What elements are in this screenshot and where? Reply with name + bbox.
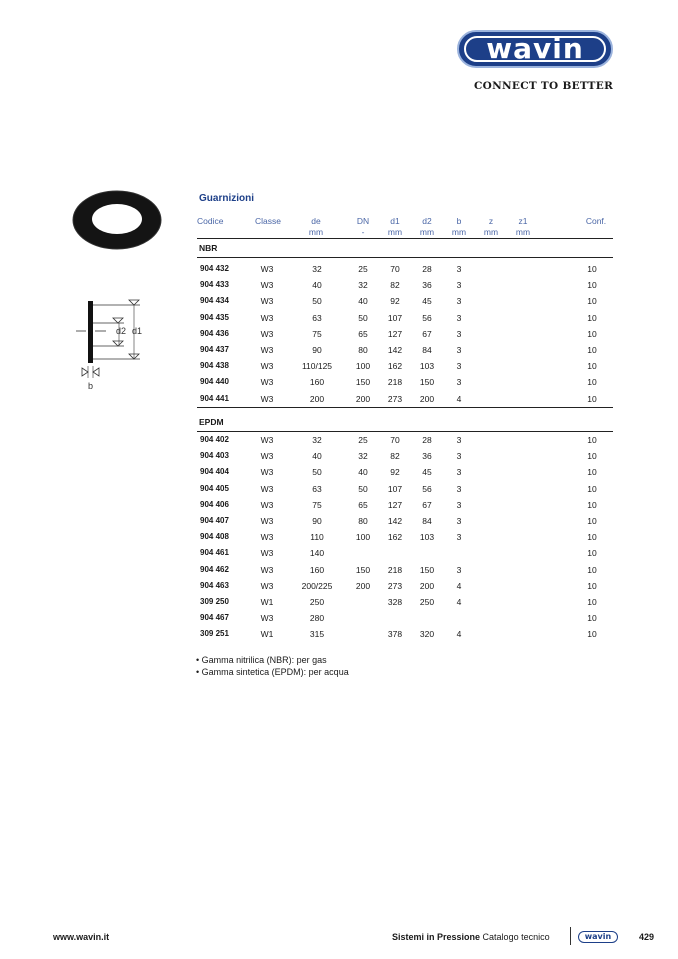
cell-classe: W3: [260, 435, 274, 445]
cell-dn: 32: [358, 451, 368, 462]
note-epdm: • Gamma sintetica (EPDM): per acqua: [196, 667, 349, 677]
col-header-d1: [381, 216, 409, 238]
col-header-z: [477, 216, 505, 238]
tagline: CONNECT TO BETTER: [474, 80, 614, 92]
col-header-conf: [578, 216, 614, 227]
col-header-codice: [197, 216, 233, 227]
cell-dn: 50: [358, 483, 368, 494]
cell-code: 309 250: [200, 597, 229, 606]
cell-dn: 40: [358, 296, 368, 307]
cell-dn: 65: [358, 499, 368, 510]
table-row: [197, 594, 613, 610]
cell-conf: 10: [587, 435, 597, 445]
cell-conf: 10: [587, 516, 597, 526]
cell-d2: 45: [422, 296, 432, 307]
cell-dn: 40: [358, 467, 368, 478]
cell-conf: 10: [587, 629, 597, 640]
cell-conf: 10: [587, 296, 597, 307]
cell-b: 3: [456, 451, 462, 462]
cell-classe: W3: [260, 516, 274, 526]
cell-d1: 70: [390, 435, 400, 445]
cell-d2: 103: [419, 532, 435, 543]
cell-de: 90: [312, 516, 322, 526]
cell-classe: W1: [260, 597, 274, 607]
cell-conf: 10: [587, 483, 597, 494]
cell-d2: 56: [422, 483, 432, 494]
cell-b: 3: [456, 264, 462, 274]
section-rule: [197, 407, 613, 408]
table-row: [197, 610, 613, 626]
cell-de: 90: [312, 345, 322, 355]
cell-conf: 10: [587, 393, 597, 404]
cell-classe: W3: [260, 280, 274, 291]
col-name: z: [488, 216, 494, 226]
cell-de: 32: [312, 435, 322, 445]
cell-d1: 218: [387, 564, 403, 575]
cell-d1: 127: [387, 499, 403, 510]
table-row: [197, 277, 613, 293]
cell-d1: 218: [387, 377, 403, 388]
gasket-ring-image: [72, 190, 162, 252]
cell-code: 904 405: [200, 483, 229, 493]
cell-de: 32: [312, 264, 322, 274]
col-header-de: [296, 216, 336, 238]
cell-de: 250: [309, 597, 325, 607]
cell-b: 3: [456, 499, 462, 510]
cell-d1: 82: [390, 280, 400, 291]
table-title: Guarnizioni: [199, 193, 254, 204]
table-row: [197, 481, 613, 497]
cell-b: 4: [456, 597, 462, 607]
cell-conf: 10: [587, 580, 597, 591]
wavin-logo: [457, 30, 617, 72]
cell-dn: 25: [358, 435, 368, 445]
cell-d2: 150: [419, 377, 435, 388]
table-row: [197, 578, 613, 594]
col-header-z1: [509, 216, 537, 238]
cell-d1: 378: [387, 629, 403, 640]
footer-separator: [570, 927, 571, 945]
cell-classe: W3: [260, 264, 274, 274]
cell-d1: 142: [387, 345, 403, 355]
cell-de: 160: [309, 377, 325, 388]
cell-de: 63: [312, 483, 322, 494]
cell-de: 75: [312, 499, 322, 510]
cell-dn: 50: [358, 312, 368, 323]
cell-conf: 10: [587, 532, 597, 543]
cell-d2: 45: [422, 467, 432, 478]
cell-d1: 92: [390, 296, 400, 307]
col-name: Codice: [197, 216, 224, 226]
col-header-classe: [250, 216, 286, 227]
footer-wavin-logo: wavin: [578, 931, 618, 943]
table-row: [197, 432, 613, 448]
col-name: DN: [356, 216, 370, 226]
label-d1: d1: [132, 326, 143, 336]
footer-doc-title-rest: Catalogo tecnico: [480, 932, 550, 942]
cell-code: 904 404: [200, 467, 229, 477]
cell-classe: W3: [260, 483, 274, 494]
cell-conf: 10: [587, 499, 597, 510]
cell-d1: 142: [387, 516, 403, 526]
cell-dn: 150: [355, 564, 371, 575]
col-header-dn: [349, 216, 377, 238]
cell-conf: 10: [587, 467, 597, 478]
cell-classe: W3: [260, 580, 274, 591]
col-unit: mm: [483, 227, 499, 237]
cell-conf: 10: [587, 264, 597, 274]
col-name: Classe: [255, 216, 281, 226]
cell-conf: 10: [587, 597, 597, 607]
header-rule: [197, 238, 613, 239]
table-row: [197, 464, 613, 480]
cell-code: 904 407: [200, 516, 229, 525]
cell-code: 904 436: [200, 328, 229, 338]
cell-d1: 70: [390, 264, 400, 274]
cell-d1: 82: [390, 451, 400, 462]
cell-d1: 92: [390, 467, 400, 478]
cell-conf: 10: [587, 312, 597, 323]
cell-classe: W1: [260, 629, 274, 640]
cell-classe: W3: [260, 613, 274, 624]
cell-dn: 32: [358, 280, 368, 291]
cell-classe: W3: [260, 361, 274, 372]
cell-d1: 107: [387, 483, 403, 494]
table-row: [197, 310, 613, 326]
cell-code: 904 408: [200, 532, 229, 542]
footer-url[interactable]: www.wavin.it: [53, 932, 110, 942]
cell-b: 3: [456, 280, 462, 291]
cell-dn: 150: [355, 377, 371, 388]
cell-dn: 100: [355, 532, 371, 543]
cell-classe: W3: [260, 451, 274, 462]
cell-classe: W3: [260, 564, 274, 575]
cell-conf: 10: [587, 328, 597, 339]
cell-b: 3: [456, 467, 462, 478]
col-unit: mm: [387, 227, 403, 237]
cell-b: 3: [456, 377, 462, 388]
cell-b: 3: [456, 532, 462, 543]
table-row: [197, 529, 613, 545]
cell-d1: 273: [387, 393, 403, 404]
cell-conf: 10: [587, 451, 597, 462]
table-row: [197, 448, 613, 464]
group-label-nbr: NBR: [199, 243, 218, 253]
cell-code: 904 402: [200, 435, 229, 444]
cell-classe: W3: [260, 312, 274, 323]
cell-b: 3: [456, 312, 462, 323]
cell-b: 3: [456, 483, 462, 494]
cell-d2: 150: [419, 564, 435, 575]
cell-dn: 80: [358, 345, 368, 355]
cell-d2: 103: [419, 361, 435, 372]
cell-dn: 100: [355, 361, 371, 372]
table-row: [197, 374, 613, 390]
cell-conf: 10: [587, 564, 597, 575]
cell-de: 140: [309, 548, 325, 559]
table-row: [197, 497, 613, 513]
cell-d2: 200: [419, 393, 435, 404]
cell-classe: W3: [260, 345, 274, 355]
cell-code: 904 433: [200, 280, 229, 290]
cell-conf: 10: [587, 548, 597, 559]
cell-d1: 162: [387, 361, 403, 372]
cell-d2: 200: [419, 580, 435, 591]
col-unit: -: [361, 227, 365, 237]
col-name: d1: [390, 216, 400, 226]
cell-de: 110: [310, 532, 324, 543]
cell-d2: 250: [419, 597, 435, 607]
cell-d2: 28: [422, 264, 432, 274]
cell-code: 904 463: [200, 580, 229, 590]
col-name: b: [456, 216, 462, 226]
cell-de: 200: [309, 393, 325, 404]
cell-b: 3: [456, 564, 462, 575]
cell-classe: W3: [260, 377, 274, 388]
cell-code: 904 467: [200, 613, 229, 623]
cell-d2: 67: [422, 328, 432, 339]
cell-de: 110/125: [301, 361, 333, 372]
cell-classe: W3: [260, 296, 274, 307]
cell-de: 63: [312, 312, 322, 323]
cell-de: 315: [309, 629, 325, 640]
cell-code: 904 462: [200, 564, 229, 574]
table-row: [197, 358, 613, 374]
cell-classe: W3: [260, 532, 274, 543]
cell-code: 904 441: [200, 393, 229, 403]
cell-code: 904 461: [200, 548, 229, 558]
cell-b: 3: [456, 328, 462, 339]
cell-conf: 10: [587, 361, 597, 372]
cell-d2: 36: [422, 451, 432, 462]
col-name: Conf.: [585, 216, 607, 226]
cell-dn: 25: [358, 264, 368, 274]
cell-de: 200/225: [301, 580, 333, 591]
cell-conf: 10: [587, 377, 597, 388]
cell-conf: 10: [587, 345, 597, 355]
cell-b: 4: [456, 393, 462, 404]
cell-de: 280: [309, 613, 325, 624]
cell-code: 904 432: [200, 264, 229, 273]
cell-code: 904 440: [200, 377, 229, 387]
col-name: d2: [422, 216, 432, 226]
table-row: [197, 293, 613, 309]
cell-d2: 36: [422, 280, 432, 291]
col-header-b: [445, 216, 473, 238]
cell-classe: W3: [260, 467, 274, 478]
logo-text: wavin: [486, 32, 584, 65]
cell-code: 904 406: [200, 499, 229, 509]
cell-code: 904 437: [200, 345, 229, 354]
footer-doc-title: [392, 932, 550, 942]
cell-classe: W3: [260, 393, 274, 404]
cell-de: 40: [312, 451, 322, 462]
cell-b: 3: [456, 345, 462, 355]
cell-classe: W3: [260, 328, 274, 339]
cell-de: 50: [312, 296, 322, 307]
cell-de: 75: [312, 328, 322, 339]
cell-dn: 65: [358, 328, 368, 339]
cell-d2: 84: [422, 345, 432, 355]
cell-b: 3: [456, 361, 462, 372]
cell-b: 4: [456, 580, 462, 591]
table-row: [197, 261, 613, 277]
cell-d1: 127: [387, 328, 403, 339]
cell-d2: 84: [422, 516, 432, 526]
table-row: [197, 326, 613, 342]
cell-d2: 56: [422, 312, 432, 323]
cell-de: 50: [312, 467, 322, 478]
cell-b: 4: [456, 629, 462, 640]
col-name: de: [311, 216, 321, 226]
cell-dn: 200: [355, 580, 371, 591]
col-name: z1: [518, 216, 528, 226]
gasket-section-drawing: [76, 296, 156, 396]
table-row: [197, 342, 613, 358]
table-row: [197, 562, 613, 578]
cell-d2: 320: [419, 629, 435, 640]
cell-code: 904 438: [200, 361, 229, 371]
cell-d1: 328: [387, 597, 403, 607]
col-unit: mm: [419, 227, 435, 237]
col-header-d2: [413, 216, 441, 238]
footer-doc-title-bold: Sistemi in Pressione: [392, 932, 481, 942]
cell-conf: 10: [587, 613, 597, 624]
cell-d2: 28: [422, 435, 432, 445]
page-number: 429: [639, 932, 655, 942]
cell-code: 904 403: [200, 451, 229, 461]
cell-dn: 200: [355, 393, 371, 404]
cell-b: 3: [456, 296, 462, 307]
cell-d1: 107: [387, 312, 403, 323]
cell-code: 904 434: [200, 296, 229, 306]
cell-d2: 67: [422, 499, 432, 510]
table-row: [197, 545, 613, 561]
cell-code: 309 251: [200, 629, 229, 639]
cell-classe: W3: [260, 499, 274, 510]
cell-b: 3: [456, 516, 462, 526]
table-row: [197, 626, 613, 642]
group-rule: [197, 257, 613, 258]
label-d2: d2: [116, 326, 127, 336]
note-nbr: • Gamma nitrilica (NBR): per gas: [196, 655, 327, 665]
table-row: [197, 391, 613, 407]
cell-conf: 10: [587, 280, 597, 291]
cell-code: 904 435: [200, 312, 229, 322]
col-unit: mm: [515, 227, 531, 237]
cell-d1: 162: [387, 532, 403, 543]
cell-dn: 80: [358, 516, 368, 526]
cell-d1: 273: [387, 580, 403, 591]
cell-de: 160: [309, 564, 325, 575]
cell-b: 3: [456, 435, 462, 445]
group-label-epdm: EPDM: [199, 417, 224, 427]
notes: [196, 654, 349, 678]
cell-de: 40: [312, 280, 322, 291]
col-unit: mm: [308, 227, 324, 237]
label-b: b: [88, 381, 94, 391]
col-unit: mm: [451, 227, 467, 237]
cell-classe: W3: [260, 548, 274, 559]
table-row: [197, 513, 613, 529]
